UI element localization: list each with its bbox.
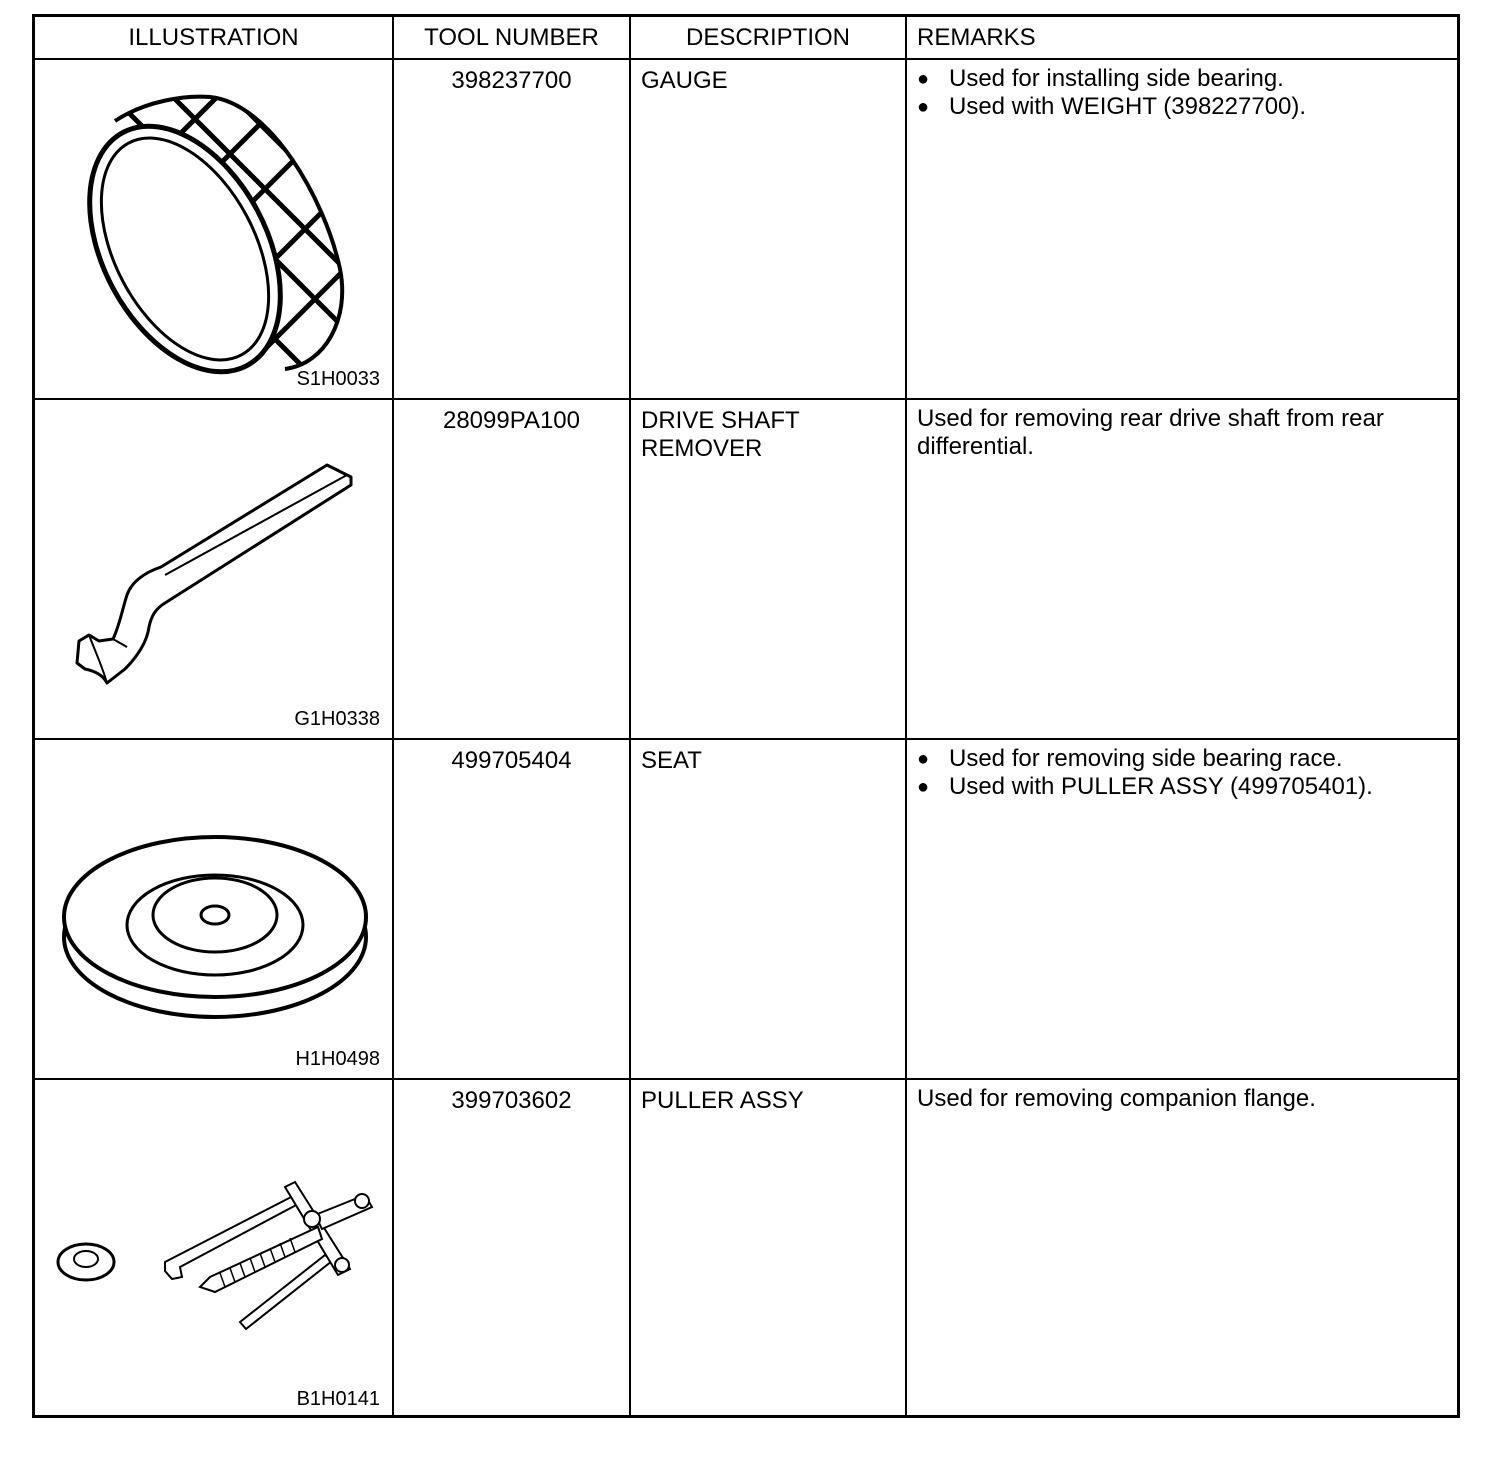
- remark-item: ● Used for removing side bearing race.: [917, 745, 1447, 773]
- remarks: [917, 405, 1447, 461]
- tool-number: 28099PA100: [442, 407, 580, 434]
- remarks-list: [917, 65, 1447, 121]
- image-code: H1H0498: [295, 1048, 380, 1070]
- gauge-illustration: [75, 79, 395, 379]
- remark-item: ● Used for installing side bearing.: [917, 65, 1447, 93]
- row-divider: [35, 58, 1457, 60]
- remark-line: differential.: [917, 433, 1034, 460]
- remarks-list: [917, 745, 1447, 801]
- tool-number: 398237700: [451, 67, 572, 94]
- image-code: B1H0141: [296, 1388, 380, 1410]
- row-divider: [35, 1078, 1457, 1080]
- puller-assy-illustration: [50, 1167, 380, 1347]
- remark-item: ● Used with WEIGHT (398227700).: [917, 93, 1447, 121]
- description-line: DRIVE SHAFT: [641, 407, 800, 434]
- image-code: S1H0033: [296, 368, 380, 390]
- seat-illustration: [55, 817, 375, 1037]
- row-divider: [35, 398, 1457, 400]
- image-code: G1H0338: [294, 708, 380, 730]
- tools-table: [32, 14, 1460, 1418]
- description-line: REMOVER: [641, 435, 763, 462]
- description: SEAT: [641, 747, 702, 774]
- header-description: DESCRIPTION: [685, 24, 850, 51]
- remark-item: ● Used with PULLER ASSY (499705401).: [917, 773, 1447, 801]
- description: [641, 407, 800, 463]
- column-divider: [629, 17, 631, 1415]
- remark-line: Used for removing rear drive shaft from rear: [917, 405, 1384, 432]
- description: PULLER ASSY: [641, 1087, 804, 1114]
- description: GAUGE: [641, 67, 728, 94]
- header-remarks: REMARKS: [917, 24, 1036, 51]
- header-tool-number: TOOL NUMBER: [424, 24, 599, 51]
- tool-number: 499705404: [451, 747, 572, 774]
- header-illustration: ILLUSTRATION: [128, 24, 299, 51]
- row-divider: [35, 738, 1457, 740]
- column-divider: [905, 17, 907, 1415]
- remarks: Used for removing companion flange.: [917, 1085, 1316, 1112]
- tool-number: 399703602: [451, 1087, 572, 1114]
- drive-shaft-remover-illustration: [65, 457, 365, 697]
